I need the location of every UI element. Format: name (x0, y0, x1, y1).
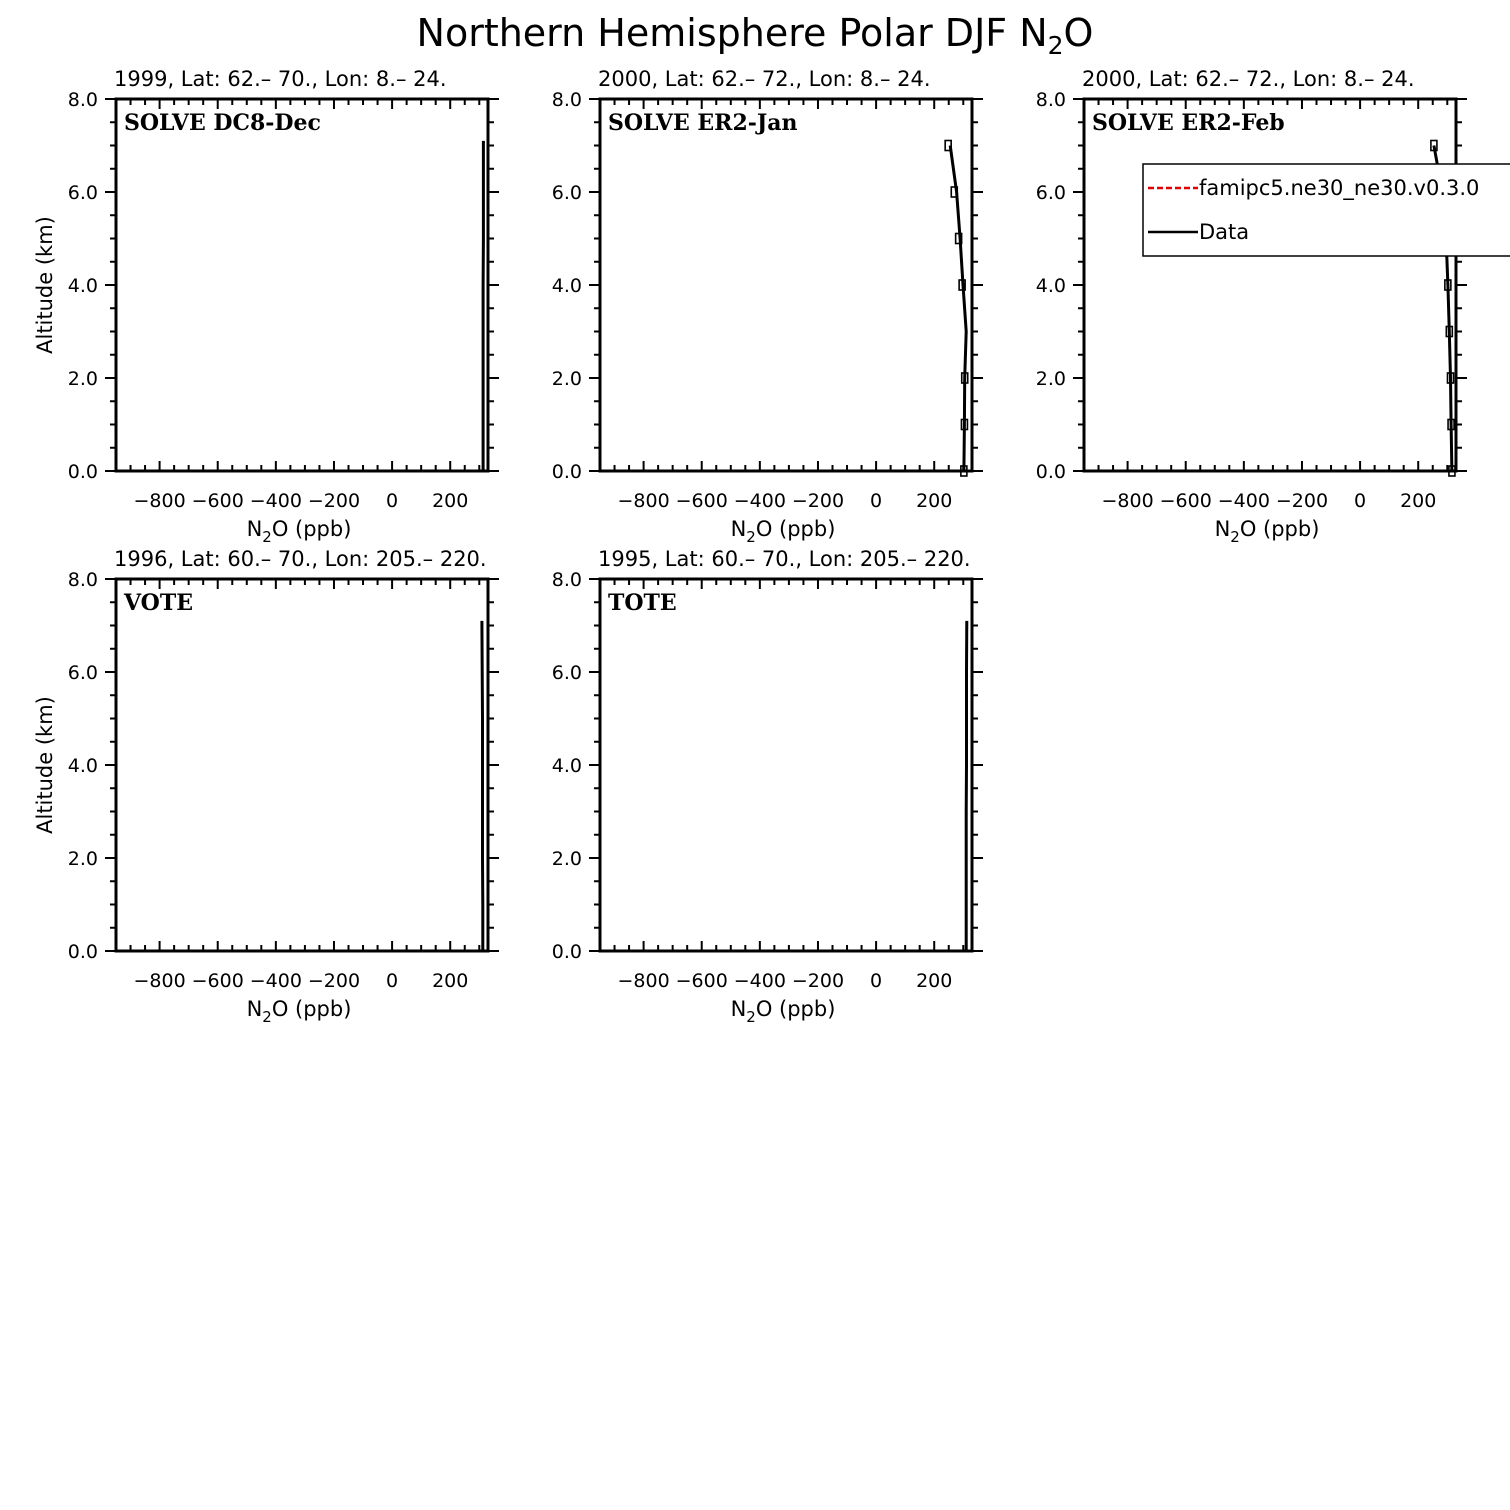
y-tick-label: 4.0 (1035, 275, 1066, 297)
figure-title-main: Northern Hemisphere Polar DJF N (416, 11, 1048, 55)
x-tick-label: −600 (675, 970, 728, 992)
x-axis-label-main: N (730, 997, 747, 1021)
y-tick-label: 4.0 (67, 755, 98, 777)
legend-label: famipc5.ne30_ne30.v0.3.0 (1199, 176, 1480, 200)
panel-title: 2000, Lat: 62.– 72., Lon: 8.– 24. (1082, 67, 1415, 91)
x-axis-label-end: O (ppb) (271, 517, 352, 541)
panel-title: 2000, Lat: 62.– 72., Lon: 8.– 24. (598, 67, 931, 91)
y-tick-label: 8.0 (551, 569, 582, 591)
x-tick-label: −800 (617, 490, 670, 512)
x-tick-label: 200 (916, 970, 953, 992)
panel-1 (33, 67, 499, 546)
campaign-label: SOLVE ER2-Jan (608, 110, 798, 136)
x-axis-label-end: O (ppb) (1239, 517, 1320, 541)
x-tick-label: −400 (1217, 490, 1270, 512)
y-tick-label: 4.0 (67, 275, 98, 297)
x-axis-label-main: N (730, 517, 747, 541)
figure-title-sub: 2 (1047, 31, 1064, 60)
y-tick-label: 0.0 (67, 461, 98, 483)
panels (33, 67, 1510, 1026)
x-axis-label-end: O (ppb) (755, 997, 836, 1021)
panel-title: 1996, Lat: 60.– 70., Lon: 205.– 220. (114, 547, 487, 571)
x-axis-label (247, 517, 352, 546)
x-axis-label-main: N (246, 517, 263, 541)
x-tick-label: −800 (133, 970, 186, 992)
x-tick-label: −400 (249, 970, 302, 992)
x-tick-label: −800 (133, 490, 186, 512)
y-tick-label: 6.0 (551, 182, 582, 204)
x-axis-label-main: N (246, 997, 263, 1021)
x-axis-label-end: O (ppb) (755, 517, 836, 541)
x-axis-label-main: N (1214, 517, 1231, 541)
x-tick-label: 200 (432, 970, 469, 992)
y-tick-label: 8.0 (67, 569, 98, 591)
x-tick-label: 0 (1354, 490, 1367, 512)
y-tick-label: 8.0 (551, 89, 582, 111)
y-tick-label: 0.0 (551, 941, 582, 963)
panel-title: 1999, Lat: 62.– 70., Lon: 8.– 24. (114, 67, 447, 91)
x-tick-label: −600 (191, 490, 244, 512)
x-tick-label: −800 (617, 970, 670, 992)
plot-frame (600, 99, 972, 471)
series-line-data (966, 621, 967, 951)
plot-frame (116, 99, 488, 471)
x-tick-label: 0 (870, 970, 883, 992)
x-axis-label-end: O (ppb) (271, 997, 352, 1021)
y-tick-label: 6.0 (1035, 182, 1066, 204)
plot-frame (1084, 99, 1456, 471)
x-axis-label-sub: 2 (746, 528, 756, 546)
x-tick-label: 200 (1400, 490, 1437, 512)
campaign-label: VOTE (124, 590, 193, 616)
y-tick-label: 4.0 (551, 275, 582, 297)
series-line-data (482, 621, 483, 951)
x-tick-label: −200 (307, 970, 361, 992)
x-tick-label: 200 (432, 490, 469, 512)
x-tick-label: 200 (916, 490, 953, 512)
y-tick-label: 2.0 (1035, 368, 1066, 390)
series-line-data (950, 146, 966, 472)
y-tick-label: 0.0 (1035, 461, 1066, 483)
y-tick-label: 2.0 (67, 848, 98, 870)
figure-title-end: O (1063, 11, 1094, 55)
x-axis-label (247, 997, 352, 1026)
x-axis-label (731, 997, 836, 1026)
x-tick-label: 0 (386, 490, 399, 512)
x-axis-label-sub: 2 (746, 1008, 756, 1026)
campaign-label: TOTE (608, 590, 677, 616)
x-axis-label (1215, 517, 1320, 546)
plot-frame (600, 579, 972, 951)
x-tick-label: −600 (191, 970, 244, 992)
x-axis-label (731, 517, 836, 546)
x-tick-label: 0 (386, 970, 399, 992)
y-tick-label: 0.0 (551, 461, 582, 483)
x-tick-label: −400 (733, 970, 786, 992)
x-tick-label: −600 (675, 490, 728, 512)
panel-4 (33, 547, 499, 1026)
y-tick-label: 8.0 (67, 89, 98, 111)
y-tick-label: 2.0 (551, 848, 582, 870)
x-axis-label-sub: 2 (262, 1008, 272, 1026)
panel-title: 1995, Lat: 60.– 70., Lon: 205.– 220. (598, 547, 971, 571)
x-tick-label: −400 (249, 490, 302, 512)
x-tick-label: −200 (791, 490, 845, 512)
panel-2 (552, 67, 983, 546)
x-tick-label: −200 (307, 490, 361, 512)
x-tick-label: −200 (791, 970, 845, 992)
panel-5 (552, 547, 983, 1026)
figure-title (417, 11, 1094, 60)
x-tick-label: −400 (733, 490, 786, 512)
campaign-label: SOLVE DC8-Dec (124, 110, 321, 136)
x-tick-label: 0 (870, 490, 883, 512)
x-tick-label: −200 (1275, 490, 1329, 512)
legend (1143, 164, 1510, 256)
plot-frame (116, 579, 488, 951)
x-axis-label-sub: 2 (1230, 528, 1240, 546)
x-tick-label: −600 (1159, 490, 1212, 512)
y-tick-label: 6.0 (551, 662, 582, 684)
campaign-label: SOLVE ER2-Feb (1092, 110, 1285, 136)
y-tick-label: 4.0 (551, 755, 582, 777)
x-tick-label: −800 (1101, 490, 1154, 512)
y-tick-label: 6.0 (67, 182, 98, 204)
y-axis-label: Altitude (km) (33, 696, 57, 834)
y-axis-label: Altitude (km) (33, 216, 57, 354)
y-tick-label: 8.0 (1035, 89, 1066, 111)
y-tick-label: 6.0 (67, 662, 98, 684)
panel-3 (1036, 67, 1510, 546)
y-tick-label: 2.0 (67, 368, 98, 390)
legend-label: Data (1199, 220, 1250, 244)
x-axis-label-sub: 2 (262, 528, 272, 546)
y-tick-label: 0.0 (67, 941, 98, 963)
y-tick-label: 2.0 (551, 368, 582, 390)
